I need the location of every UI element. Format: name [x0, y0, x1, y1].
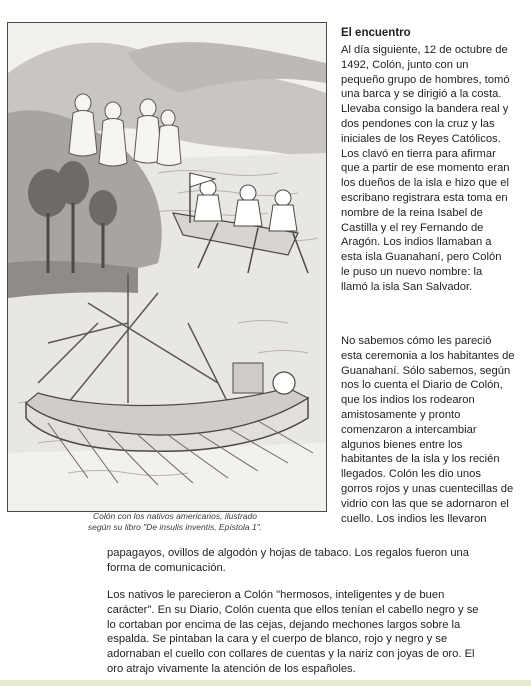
text-line: que los indios los rodearon — [341, 394, 475, 407]
text-line: esta isla Guanahaní, pero Colón — [341, 251, 502, 264]
footer-band — [0, 680, 531, 686]
text-line: papagayos, ovillos de algodón y hojas de tabaco. Los regalos fueron una — [107, 547, 469, 559]
text-line: lo cortaban por encima de las cejas, dejando mechones largos sobre la — [107, 618, 461, 631]
text-line: amistosamente y pronto — [341, 408, 461, 421]
text-line: vidrio con las que se adornaron el — [341, 497, 509, 510]
text-line: nombre de la reina Isabel de — [341, 206, 483, 219]
text-line: llamó la isla San Salvador. — [341, 280, 473, 293]
text-line: espalda. Se pintaban la cara y el cuerpo de blanco, rojo y negro y se — [107, 633, 448, 646]
text-line: oro atrajo vivamente la atención de los españoles. — [107, 662, 356, 675]
illustration-drawing — [8, 23, 326, 511]
text-line: adornaban el cuello con collares de cuentas y la nariz con joyas de oro. El — [107, 648, 475, 661]
text-line: una barca y se dirigió a la costa. — [341, 88, 502, 101]
text-line: llegados. Colón les dio unos — [341, 468, 481, 481]
paragraph-3-text — [107, 588, 525, 677]
text-line: Llevaba consigo la bandera real y — [341, 103, 509, 116]
text-line: algunos bienes entre los — [341, 438, 463, 451]
section-title: El encuentro — [341, 27, 411, 39]
text-line: Guanahaní. Sólo sabemos, según — [341, 364, 511, 377]
text-line: nos lo cuenta el Diario de Colón, — [341, 379, 503, 392]
text-line: Aragón. Los indios llamaban a — [341, 236, 492, 249]
text-line: pequeño grupo de hombres, tomó — [341, 73, 510, 86]
text-line: habitantes de la isla y los recién — [341, 453, 500, 466]
text-line: 1492, Colón, junto con un — [341, 58, 469, 71]
text-line: que a partir de ese momento eran — [341, 162, 510, 175]
paragraph-1-text — [341, 43, 529, 295]
text-line: No sabemos cómo les pareció — [341, 335, 492, 347]
text-line: los dueños de la isla e hizo que el — [341, 177, 509, 190]
paragraph-2-column — [341, 334, 529, 526]
text-line: Los clavó en tierra para afirmar — [341, 147, 496, 160]
text-line: cuello. Los indios les llevaron — [341, 512, 487, 525]
paragraph-2-continuation — [107, 546, 525, 576]
text-line: forma de comunicación. — [107, 561, 226, 574]
text-line: iniciales de los Reyes Católicos. — [341, 132, 501, 145]
caption-line: Colón con los nativos americanos, ilustrado — [93, 511, 257, 521]
text-line: Al día siguiente, 12 de octubre de — [341, 44, 508, 56]
paragraph-2-text — [341, 334, 529, 526]
text-line: le puso un nuevo nombre: la — [341, 265, 483, 278]
text-line: esta ceremonia a los habitantes de — [341, 349, 515, 362]
text-line: Los nativos le parecieron a Colón "hermosos, inteligentes y de buen — [107, 589, 445, 601]
paragraph-1 — [341, 43, 529, 295]
caption-line: según su libro "De insulis inventis, Epístola 1". — [87, 522, 263, 532]
text-line: Castilla y el rey Fernando de — [341, 221, 484, 234]
text-line: gorros rojos y unas cuentecillas de — [341, 482, 514, 495]
text-line: escribano registrara esta toma en — [341, 191, 508, 204]
text-line: carácter". En su Diario, Colón cuenta que ellos tenían el cabello negro y se — [107, 603, 479, 616]
text-line: comenzaron a intercambiar — [341, 423, 477, 436]
text-line: dos pendones con la cruz y las — [341, 117, 495, 130]
illustration-woodcut — [7, 22, 327, 512]
paragraph-3 — [107, 588, 525, 677]
paragraph-2-continuation-text — [107, 546, 525, 576]
figure-caption — [40, 511, 310, 533]
